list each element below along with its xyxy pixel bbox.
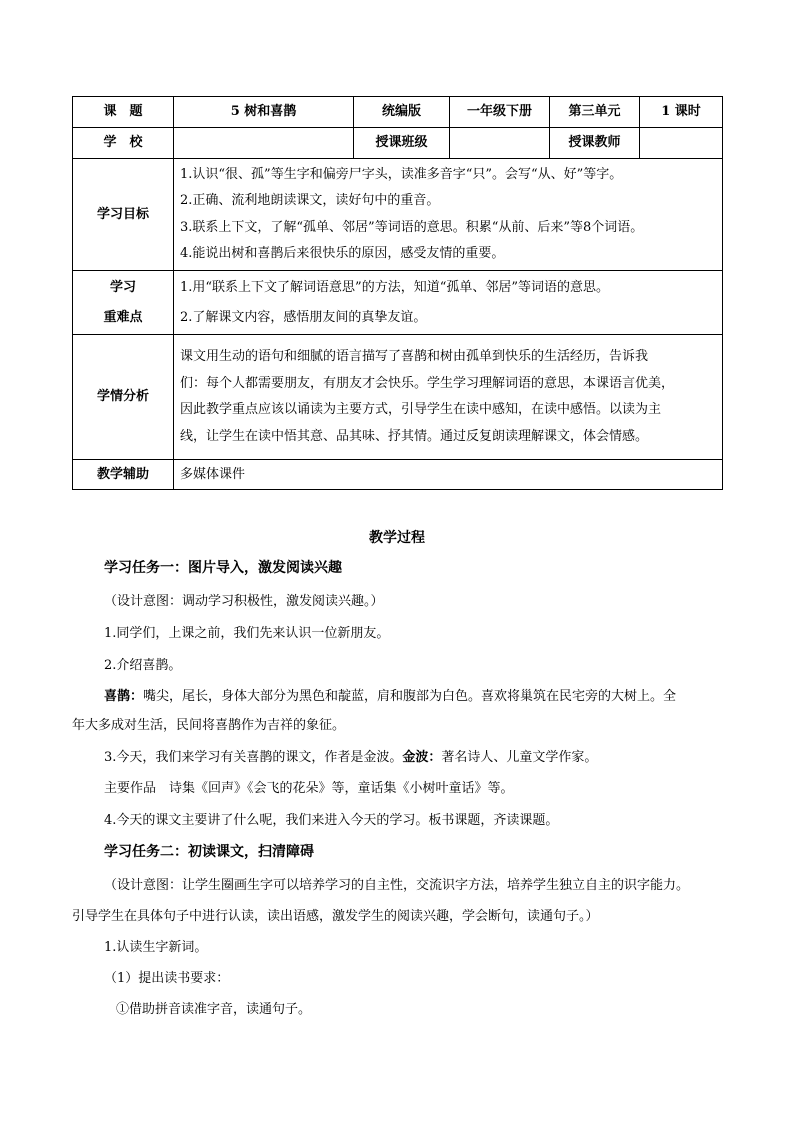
- label-topic: 课 题: [73, 97, 174, 128]
- task-2-substep-1: （1）提出读书要求：: [104, 971, 230, 986]
- class-value: [450, 128, 550, 159]
- textbook-edition: 统编版: [354, 97, 450, 128]
- label-analysis: 学情分析: [73, 335, 174, 460]
- step-3-text: 3.今天，我们来学习有关喜鹊的课文，作者是金波。: [104, 750, 403, 765]
- task-1-step-3: [104, 748, 597, 768]
- label-class: 授课班级: [354, 128, 450, 159]
- task-2-step-1: 1.认读生字新词。: [104, 940, 208, 955]
- magpie-term: 喜鹊：: [104, 689, 144, 704]
- label-difficulty-2: 重难点: [103, 309, 143, 325]
- task-1-intent: （设计意图：调动学习积极性，激发阅读兴趣。）: [104, 594, 384, 609]
- lesson-plan-table: [72, 96, 723, 490]
- class-hours: 1 课时: [640, 97, 723, 128]
- teacher-value: [640, 128, 723, 159]
- lesson-topic: 5 树和喜鹊: [174, 97, 354, 128]
- goal-item: 4.能说出树和喜鹊后来很快乐的原因，感受友情的重要。: [180, 246, 505, 261]
- section-title: 教学过程: [369, 530, 425, 546]
- task-2-heading: 学习任务二：初读课文，扫清障碍: [104, 844, 314, 860]
- label-teacher: 授课教师: [550, 128, 640, 159]
- difficulty-item: 2.了解课文内容，感悟朋友间的真挚友谊。: [180, 309, 427, 325]
- author-desc: 著名诗人、儿童文学作家。: [441, 750, 598, 765]
- task-2-intent-1: （设计意图：让学生圈画生字可以培养学习的自主性，交流识字方法，培养学生独立自主的识字能力。: [104, 878, 690, 893]
- difficulty-cell: [174, 271, 723, 335]
- goals-cell: [174, 159, 723, 271]
- goal-item: 3.联系上下文，了解“孤单、邻居”等词语的意思。积累“从前、后来”等8个词语。: [180, 219, 644, 235]
- aids-value: 多媒体课件: [174, 460, 723, 490]
- difficulty-item: 1.用“联系上下文了解词语意思”的方法，知道“孤单、邻居”等词语的意思。: [180, 279, 609, 295]
- unit-number: 第三单元: [550, 97, 640, 128]
- table-row: [73, 128, 723, 159]
- grade-volume: 一年级下册: [450, 97, 550, 128]
- analysis-line: 线，让学生在读中悟其意、品其味、抒其情。通过反复朗读理解课文，体会情感。: [180, 428, 649, 444]
- school-value: [174, 128, 354, 159]
- author-term: 金波：: [402, 750, 442, 765]
- table-row: [73, 271, 723, 335]
- table-row: [73, 335, 723, 460]
- table-row: [73, 159, 723, 271]
- task-2-intent-2: 引导学生在具体句子中进行认读，读出语感，激发学生的阅读兴趣，学会断句，读通句子。）: [72, 909, 599, 924]
- analysis-cell: [174, 335, 723, 460]
- analysis-line: 课文用生动的语句和细腻的语言描写了喜鹊和树由孤单到快乐的生活经历，告诉我: [180, 349, 649, 364]
- table-row: [73, 97, 723, 128]
- label-aids: 教学辅助: [73, 460, 174, 490]
- table-row: [73, 460, 723, 490]
- task-1-heading: 学习任务一：图片导入，激发阅读兴趣: [104, 560, 342, 576]
- goal-item: 2.正确、流利地朗读课文，读好句中的重音。: [180, 193, 440, 208]
- task-1-step-2: 2.介绍喜鹊。: [104, 658, 182, 673]
- label-difficulty-1: 学习: [109, 279, 136, 295]
- goal-item: 1.认识“很、孤”等生字和偏旁尸字头，读准多音字“只”。会写“从、好”等字。: [180, 166, 623, 182]
- magpie-paragraph-2: 年大多成对生活，民间将喜鹊作为吉祥的象征。: [72, 718, 346, 733]
- analysis-line: 们：每个人都需要朋友，有朋友才会快乐。学生学习理解词语的意思，本课语言优美，: [180, 375, 675, 391]
- magpie-desc: 嘴尖，尾长，身体大部分为黑色和靛蓝，肩和腹部为白色。喜欢将巢筑在民宅旁的大树上。全: [143, 689, 677, 704]
- label-goals: 学习目标: [73, 159, 174, 271]
- analysis-line: 因此教学重点应该以诵读为主要方式，引导学生在读中感知，在读中感悟。以读为主: [180, 402, 662, 417]
- task-1-step-4: 4.今天的课文主要讲了什么呢，我们来进入今天的学习。板书课题，齐读课题。: [104, 813, 559, 828]
- magpie-paragraph-1: [104, 687, 676, 707]
- task-2-item-a: ①借助拼音读准字音，读通句子。: [116, 1002, 312, 1017]
- label-difficulty: [73, 271, 174, 335]
- author-works: 主要作品 诗集《回声》《会飞的花朵》等，童话集《小树叶童话》等。: [104, 781, 514, 796]
- task-1-step-1: 1.同学们，上课之前，我们先来认识一位新朋友。: [104, 626, 390, 641]
- label-school: 学 校: [73, 128, 174, 159]
